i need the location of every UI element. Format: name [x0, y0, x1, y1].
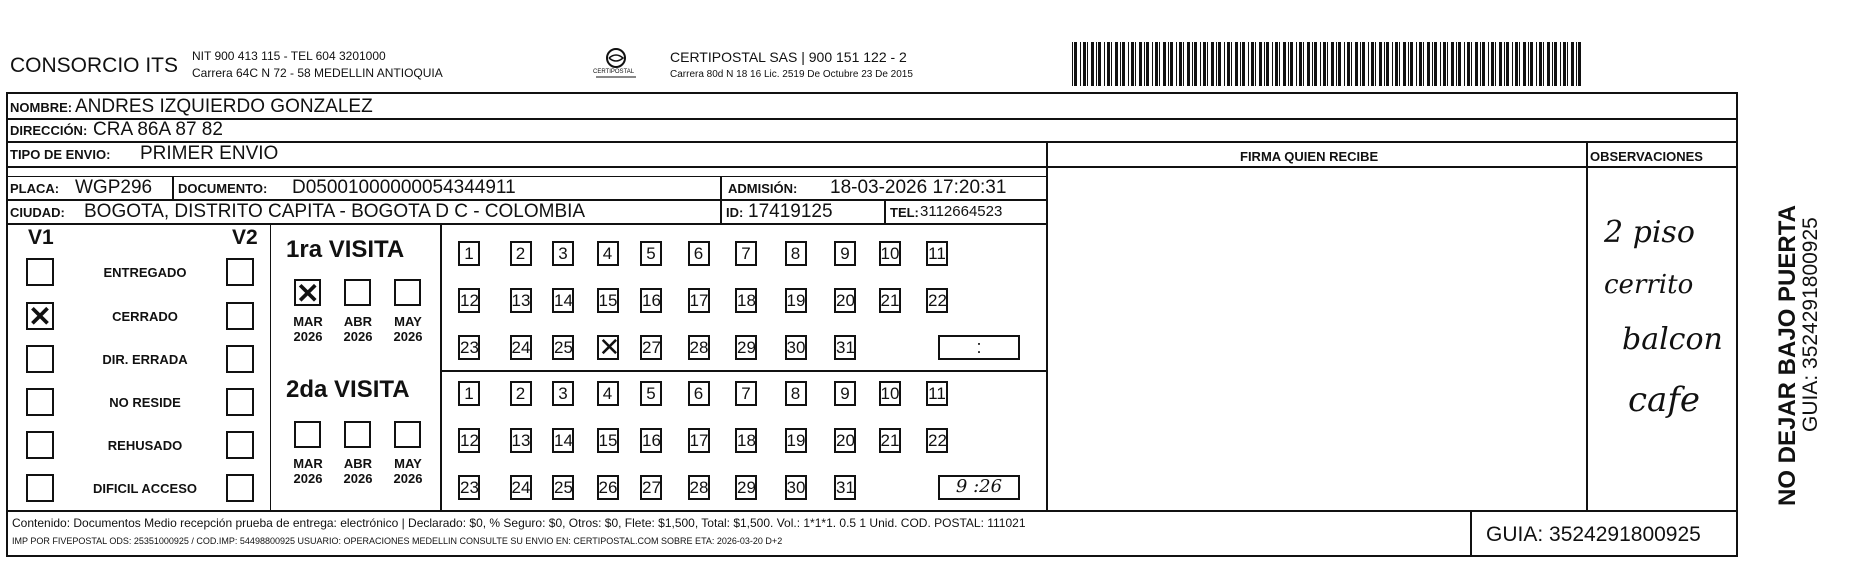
barcode-bar — [1416, 42, 1417, 86]
status-label: CERRADO — [112, 309, 178, 324]
barcode-bar — [1440, 42, 1441, 86]
day-box[interactable]: 27 — [640, 335, 662, 360]
barcode-bar — [1379, 42, 1382, 86]
barcode-bar — [1207, 42, 1208, 86]
day-box[interactable]: 13 — [510, 428, 532, 453]
placa-value: WGP296 — [75, 177, 153, 198]
day-box[interactable]: 17 — [688, 288, 710, 313]
v1-checkbox[interactable] — [26, 474, 54, 502]
barcode-bar — [1275, 42, 1278, 86]
barcode-bar — [1087, 42, 1088, 86]
barcode-bar — [1224, 42, 1225, 86]
day-box[interactable]: 28 — [688, 475, 710, 500]
month-label: ABR — [343, 456, 373, 471]
day-box[interactable]: 31 — [834, 475, 856, 500]
month-label: MAR — [293, 456, 323, 471]
barcode-bar — [1451, 42, 1454, 86]
v1-checkbox[interactable] — [26, 388, 54, 416]
day-box[interactable]: 3 — [552, 381, 574, 406]
day-box[interactable]: 29 — [735, 475, 757, 500]
barcode-bar — [1552, 42, 1553, 86]
barcode-bar — [1512, 42, 1513, 86]
day-box[interactable]: 4 — [597, 381, 619, 406]
obs-line-3: balcon — [1622, 322, 1723, 357]
nit-line: NIT 900 413 115 - TEL 604 3201000 — [192, 49, 386, 63]
barcode-bar — [1264, 42, 1265, 86]
day-box[interactable]: 8 — [785, 241, 807, 266]
barcode-bar — [1251, 42, 1254, 86]
barcode-bar — [1248, 42, 1249, 86]
barcode-bar — [1530, 42, 1533, 86]
address-line: Carrera 64C N 72 - 58 MEDELLIN ANTIOQUIA — [192, 66, 443, 80]
tipo-envio-label: TIPO DE ENVIO: — [10, 147, 111, 162]
day-box[interactable]: 12 — [458, 428, 480, 453]
company-name: CONSORCIO ITS — [10, 54, 179, 77]
month-label: MAY — [394, 456, 422, 471]
barcode-bar — [1272, 42, 1273, 86]
check-mark-icon: ✕ — [296, 278, 320, 309]
status-label: REHUSADO — [107, 438, 183, 453]
certipostal-line: CERTIPOSTAL SAS | 900 151 122 - 2 — [670, 49, 907, 65]
month-label: MAY — [394, 314, 422, 329]
day-box[interactable]: 12 — [458, 288, 480, 313]
barcode-bar — [1303, 42, 1304, 86]
barcode-bar — [1467, 42, 1470, 86]
barcode-bar — [1194, 42, 1197, 86]
day-box[interactable]: 8 — [785, 381, 807, 406]
barcode-bar — [1536, 42, 1537, 86]
day-box[interactable]: 15 — [597, 288, 619, 313]
v2-checkbox[interactable] — [226, 474, 254, 502]
day-box[interactable]: 28 — [688, 335, 710, 360]
footer-guia: GUIA: 3524291800925 — [1486, 523, 1701, 546]
barcode-bar — [1080, 42, 1081, 86]
certipostal-address: Carrera 80d N 18 16 Lic. 2519 De Octubre 23 De 2015 — [670, 69, 913, 80]
barcode-bar — [1578, 42, 1581, 86]
barcode-bar — [1312, 42, 1313, 86]
tel-label: TEL: — [890, 205, 919, 220]
time-box[interactable]: 9 :26 — [938, 475, 1020, 500]
v2-label: V2 — [232, 226, 258, 249]
barcode-bar — [1567, 42, 1568, 86]
barcode-bar — [1403, 42, 1406, 86]
barcode-bar — [1506, 42, 1509, 86]
day-box[interactable]: 11 — [926, 381, 948, 406]
barcode-bar — [1563, 42, 1566, 86]
month-checkbox[interactable] — [394, 279, 421, 306]
day-box[interactable]: 24 — [510, 475, 532, 500]
barcode-bar — [1427, 42, 1430, 86]
day-box[interactable]: 25 — [552, 335, 574, 360]
v1-checkbox[interactable] — [26, 302, 54, 330]
barcode-bar — [1371, 42, 1374, 86]
barcode-bar — [1464, 42, 1465, 86]
barcode-bar — [1360, 42, 1361, 86]
day-box[interactable]: 10 — [879, 381, 901, 406]
day-box[interactable]: 30 — [785, 335, 807, 360]
time-box[interactable]: : — [938, 335, 1020, 360]
direccion-value: CRA 86A 87 82 — [93, 119, 223, 140]
month-checkbox[interactable] — [344, 279, 371, 306]
barcode-bar — [1434, 42, 1437, 86]
barcode-bar — [1499, 42, 1502, 86]
barcode-bar — [1338, 42, 1341, 86]
barcode-bar — [1560, 42, 1561, 86]
v1-checkbox[interactable] — [26, 258, 54, 286]
barcode-bar — [1314, 42, 1317, 86]
barcode-bar — [1296, 42, 1297, 86]
id-label: ID: — [726, 205, 744, 220]
barcode-bar — [1098, 42, 1101, 86]
barcode-bar — [1170, 42, 1173, 86]
barcode-bar — [1146, 42, 1149, 86]
barcode-bar — [1240, 42, 1241, 86]
barcode-bar — [1488, 42, 1489, 86]
barcode-bar — [1456, 42, 1457, 86]
day-box[interactable]: 2 — [510, 381, 532, 406]
obs-line-2: cerrito — [1604, 270, 1694, 300]
tel-value: 3112664523 — [920, 203, 1003, 220]
barcode-bar — [1482, 42, 1485, 86]
barcode-bar — [1168, 42, 1169, 86]
barcode-bar — [1074, 42, 1077, 86]
day-box[interactable]: 1 — [458, 241, 480, 266]
day-box[interactable]: 22 — [926, 288, 948, 313]
month-label: MAR — [293, 314, 323, 329]
barcode-bar — [1504, 42, 1505, 86]
day-box[interactable]: 15 — [597, 428, 619, 453]
day-box[interactable]: 7 — [735, 241, 757, 266]
day-box[interactable]: 17 — [688, 428, 710, 453]
day-box[interactable]: 31 — [834, 335, 856, 360]
day-box[interactable]: 3 — [552, 241, 574, 266]
day-box[interactable]: 20 — [834, 288, 856, 313]
barcode-bar — [1120, 42, 1121, 86]
barcode-bar — [1447, 42, 1448, 86]
day-box[interactable]: 11 — [926, 241, 948, 266]
v2-checkbox[interactable] — [226, 345, 254, 373]
barcode-bar — [1155, 42, 1158, 86]
barcode-bar — [1242, 42, 1245, 86]
barcode-bar — [1139, 42, 1142, 86]
day-box[interactable]: 13 — [510, 288, 532, 313]
day-box[interactable]: 22 — [926, 428, 948, 453]
status-label: DIR. ERRADA — [102, 352, 188, 367]
year-label: 2026 — [293, 471, 323, 486]
status-label: ENTREGADO — [103, 265, 187, 280]
day-box[interactable]: 5 — [640, 381, 662, 406]
barcode-bar — [1179, 42, 1182, 86]
barcode-bar — [1384, 42, 1385, 86]
day-box[interactable]: 7 — [735, 381, 757, 406]
visita2-title: 2da VISITA — [286, 376, 410, 403]
barcode-bar — [1266, 42, 1269, 86]
barcode-bar — [1187, 42, 1190, 86]
barcode-bar — [1491, 42, 1494, 86]
direccion-label: DIRECCIÓN: — [10, 123, 88, 138]
id-value: 17419125 — [748, 201, 833, 222]
documento-label: DOCUMENTO: — [178, 181, 268, 196]
barcode-bar — [1211, 42, 1214, 86]
day-box[interactable]: 1 — [458, 381, 480, 406]
barcode-bar — [1283, 42, 1286, 86]
barcode-bar — [1104, 42, 1105, 86]
barcode-bar — [1355, 42, 1358, 86]
barcode-bar — [1347, 42, 1350, 86]
barcode-bar — [1419, 42, 1422, 86]
barcode-bar — [1432, 42, 1433, 86]
barcode-bar — [1203, 42, 1206, 86]
barcode-bar — [1192, 42, 1193, 86]
year-label: 2026 — [393, 329, 423, 344]
day-box[interactable]: 21 — [879, 288, 901, 313]
year-label: 2026 — [293, 329, 323, 344]
day-box[interactable]: 29 — [735, 335, 757, 360]
barcode-bar — [1386, 42, 1389, 86]
barcode-bar — [1423, 42, 1424, 86]
barcode-bar — [1399, 42, 1400, 86]
obs-line-4: cafe — [1628, 380, 1701, 420]
day-box[interactable]: 16 — [640, 288, 662, 313]
barcode-bar — [1368, 42, 1369, 86]
nombre-value: ANDRES IZQUIERDO GONZALEZ — [75, 96, 373, 117]
check-mark-icon: ✕ — [28, 301, 52, 332]
barcode-bar — [1471, 42, 1472, 86]
day-box[interactable]: 23 — [458, 335, 480, 360]
barcode-bar — [1539, 42, 1542, 86]
ciudad-label: CIUDAD: — [10, 205, 65, 220]
barcode-bar — [1096, 42, 1097, 86]
barcode-bar — [1259, 42, 1262, 86]
placa-label: PLACA: — [10, 181, 60, 196]
firma-header: FIRMA QUIEN RECIBE — [1240, 149, 1379, 164]
barcode-bar — [1480, 42, 1481, 86]
documento-value: D05001000000054344911 — [292, 177, 516, 198]
day-box-checked[interactable]: ✕ — [598, 332, 621, 362]
day-box[interactable]: 4 — [597, 241, 619, 266]
day-box[interactable]: 21 — [879, 428, 901, 453]
admision-label: ADMISIÓN: — [728, 181, 798, 196]
footer-line-1: Contenido: Documentos Medio recepción prueba de entrega: electrónico | Declarado: $0, % Seguro: $0, Otros: $0, Flete: $1,500, Total: $1,500. Vol.: 1*1*1. 0.5 1 Unid. COD. POSTAL: 111021 — [12, 516, 1026, 530]
status-label: NO RESIDE — [109, 395, 181, 410]
barcode-bar — [1475, 42, 1478, 86]
barcode-bar — [1351, 42, 1352, 86]
barcode-bar — [1519, 42, 1520, 86]
barcode-bar — [1163, 42, 1166, 86]
barcode-bar — [1344, 42, 1345, 86]
tipo-envio-value: PRIMER ENVIO — [140, 143, 279, 164]
day-box[interactable]: 18 — [735, 288, 757, 313]
logo-text: CERTIPOSTAL — [593, 69, 635, 75]
barcode-bar — [1218, 42, 1221, 86]
day-box[interactable]: 10 — [879, 241, 901, 266]
day-box[interactable]: 16 — [640, 428, 662, 453]
barcode-bar — [1458, 42, 1461, 86]
barcode-bar — [1576, 42, 1577, 86]
certipostal-logo — [586, 46, 646, 82]
day-box[interactable]: 26 — [597, 475, 619, 500]
barcode-bar — [1571, 42, 1574, 86]
barcode-bar — [1122, 42, 1125, 86]
barcode-bar — [1131, 42, 1134, 86]
ciudad-value: BOGOTA, DISTRITO CAPITA - BOGOTA D C - COLOMBIA — [84, 201, 586, 222]
barcode-bar — [1395, 42, 1398, 86]
v1-label: V1 — [28, 226, 54, 249]
month-label: ABR — [343, 314, 373, 329]
day-box[interactable]: 6 — [688, 241, 710, 266]
barcode-bar — [1083, 42, 1086, 86]
barcode-bar — [1392, 42, 1393, 86]
barcode-bar — [1152, 42, 1153, 86]
barcode-bar — [1135, 42, 1136, 86]
barcode-bar — [1115, 42, 1118, 86]
observaciones-header: OBSERVACIONES — [1590, 149, 1703, 164]
barcode-bar — [1183, 42, 1184, 86]
v1-checkbox[interactable] — [26, 345, 54, 373]
barcode-bar — [1554, 42, 1557, 86]
barcode-bar — [1410, 42, 1413, 86]
barcode — [1072, 42, 1590, 86]
v1-checkbox[interactable] — [26, 431, 54, 459]
barcode-bar — [1408, 42, 1409, 86]
barcode-bar — [1299, 42, 1302, 86]
day-box[interactable]: 5 — [640, 241, 662, 266]
barcode-bar — [1547, 42, 1550, 86]
year-label: 2026 — [393, 471, 423, 486]
month-checkbox[interactable] — [294, 421, 321, 448]
barcode-bar — [1235, 42, 1238, 86]
barcode-bar — [1528, 42, 1529, 86]
barcode-bar — [1443, 42, 1446, 86]
v2-checkbox[interactable] — [226, 388, 254, 416]
admision-value: 18-03-2026 17:20:31 — [830, 177, 1007, 198]
visita1-title: 1ra VISITA — [286, 236, 405, 263]
v2-checkbox[interactable] — [226, 302, 254, 330]
day-box[interactable]: 19 — [785, 288, 807, 313]
side-warning: NO DEJAR BAJO PUERTA — [1774, 205, 1801, 506]
status-label: DIFICIL ACCESO — [92, 481, 197, 496]
barcode-bar — [1200, 42, 1201, 86]
nombre-label: NOMBRE: — [10, 100, 73, 115]
barcode-bar — [1543, 42, 1544, 86]
month-checkbox[interactable] — [394, 421, 421, 448]
barcode-bar — [1515, 42, 1518, 86]
day-box[interactable]: 19 — [785, 428, 807, 453]
barcode-bar — [1279, 42, 1280, 86]
barcode-bar — [1128, 42, 1129, 86]
barcode-bar — [1176, 42, 1177, 86]
year-label: 2026 — [343, 471, 373, 486]
barcode-bar — [1362, 42, 1365, 86]
year-label: 2026 — [343, 329, 373, 344]
barcode-bar — [1091, 42, 1094, 86]
day-box[interactable]: 24 — [510, 335, 532, 360]
barcode-bar — [1495, 42, 1496, 86]
v2-checkbox[interactable] — [226, 431, 254, 459]
month-checkbox[interactable] — [344, 421, 371, 448]
barcode-bar — [1159, 42, 1160, 86]
day-box[interactable]: 14 — [552, 288, 574, 313]
barcode-bar — [1144, 42, 1145, 86]
day-box[interactable]: 25 — [552, 475, 574, 500]
barcode-bar — [1523, 42, 1526, 86]
month-checkbox[interactable] — [294, 278, 321, 309]
day-box[interactable]: 20 — [834, 428, 856, 453]
barcode-bar — [1227, 42, 1230, 86]
barcode-bar — [1327, 42, 1328, 86]
day-box[interactable]: 30 — [785, 475, 807, 500]
footer-line-2: IMP POR FIVEPOSTAL ODS: 25351000925 / COD.IMP: 54498800925 USUARIO: OPERACIONES MEDELLIN CONSULTE SU ENVIO EN: CERTIPOSTAL.COM SOBRE ETA: 2026-03-20 D+2 — [12, 536, 783, 546]
barcode-bar — [1323, 42, 1326, 86]
barcode-bar — [1107, 42, 1110, 86]
barcode-bar — [1072, 42, 1073, 86]
day-box[interactable]: 18 — [735, 428, 757, 453]
day-box[interactable]: 2 — [510, 241, 532, 266]
barcode-bar — [1320, 42, 1321, 86]
barcode-bar — [1255, 42, 1256, 86]
side-guia: GUIA: 3524291800925 — [1799, 217, 1822, 432]
barcode-bar — [1111, 42, 1112, 86]
barcode-bar — [1336, 42, 1337, 86]
barcode-bar — [1231, 42, 1232, 86]
barcode-bar — [1307, 42, 1310, 86]
barcode-bar — [1375, 42, 1376, 86]
day-box[interactable]: 9 — [834, 381, 856, 406]
day-box[interactable]: 9 — [834, 241, 856, 266]
day-box[interactable]: 23 — [458, 475, 480, 500]
day-box[interactable]: 6 — [688, 381, 710, 406]
barcode-bar — [1288, 42, 1289, 86]
obs-line-1: 2 piso — [1604, 215, 1695, 250]
barcode-bar — [1290, 42, 1293, 86]
day-box[interactable]: 14 — [552, 428, 574, 453]
barcode-bar — [1216, 42, 1217, 86]
v2-checkbox[interactable] — [226, 258, 254, 286]
day-box[interactable]: 27 — [640, 475, 662, 500]
barcode-bar — [1331, 42, 1334, 86]
